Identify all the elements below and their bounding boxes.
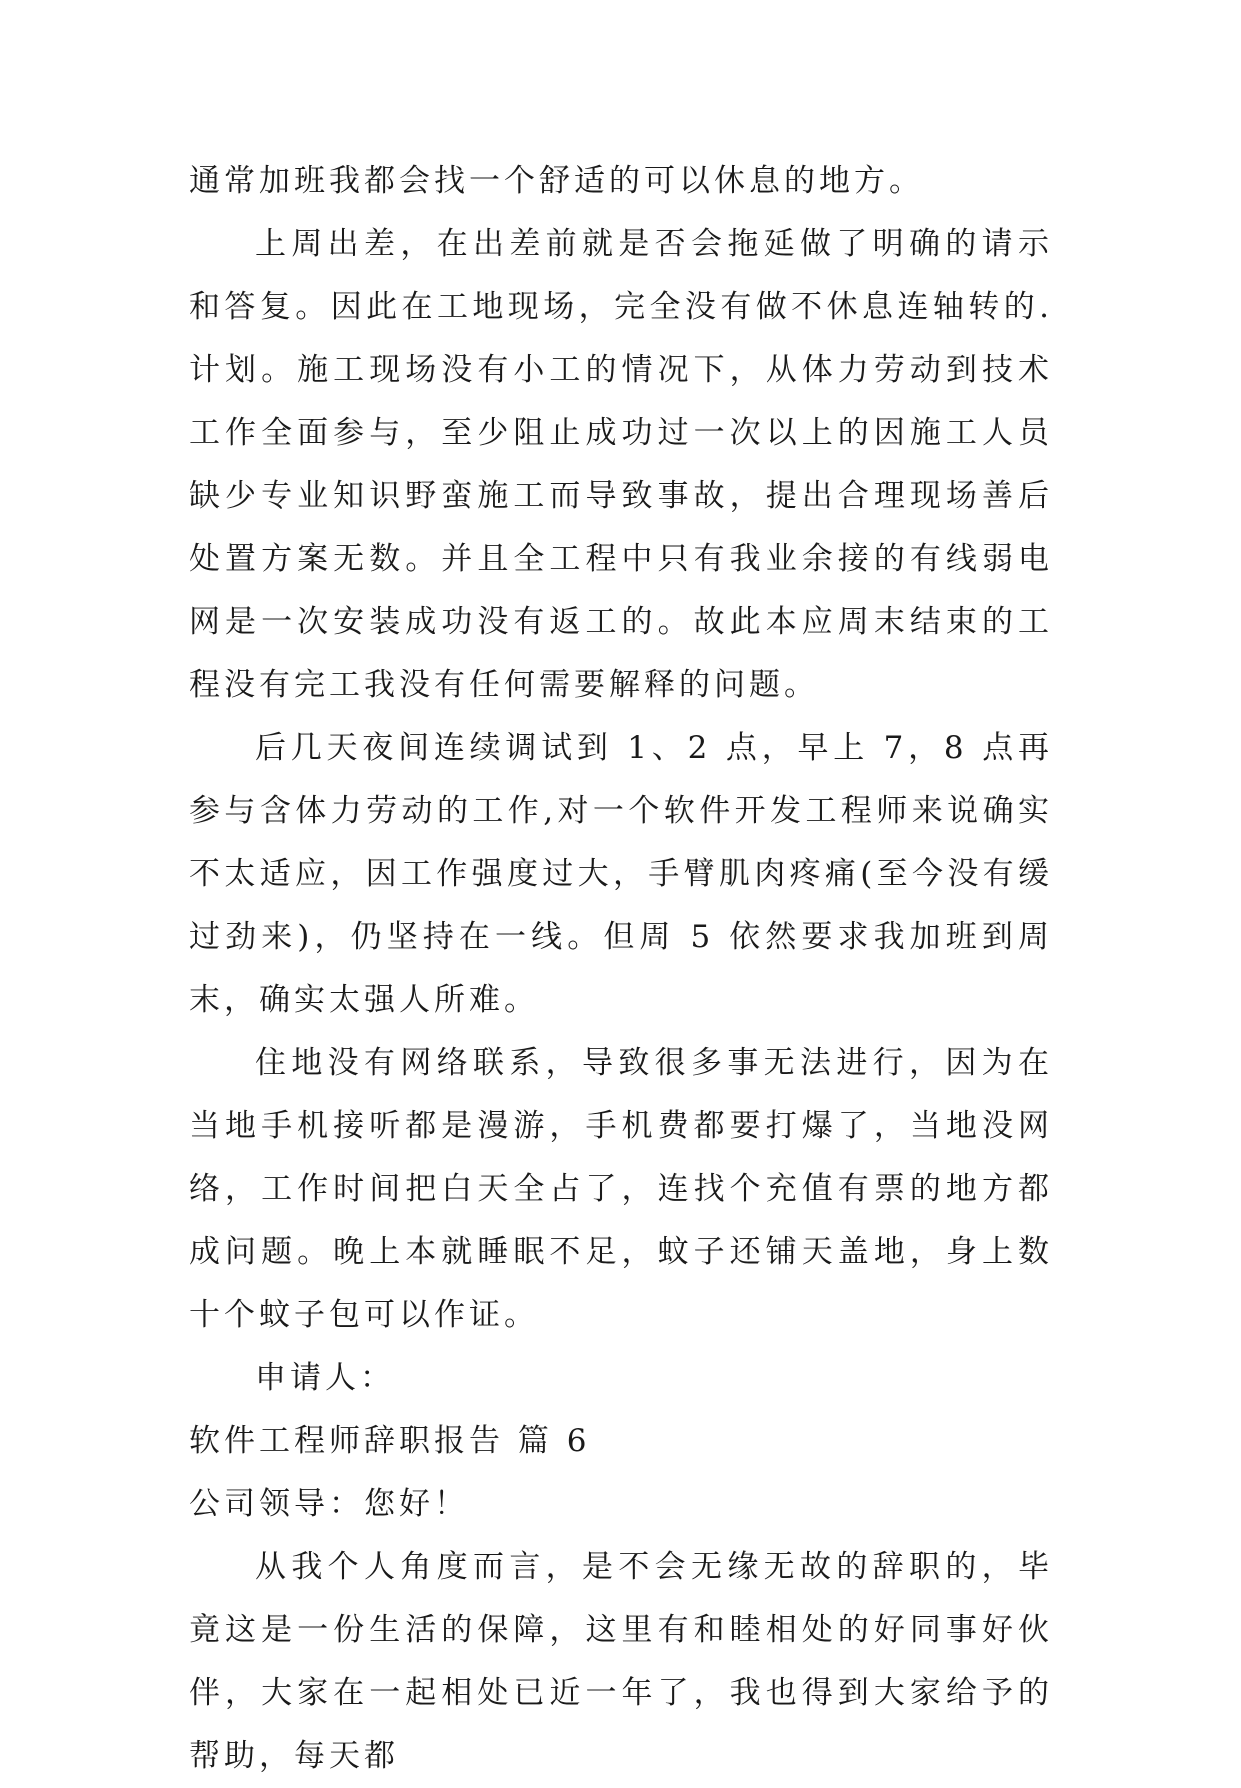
applicant-signature-label: 申请人： [255, 1360, 395, 1396]
paragraph-personal-perspective: 从我个人角度而言，是不会无缘无故的辞职的，毕竟这是一份生活的保障，这里有和睦相处的好同事好伙伴，大家在一起相处已近一年了，我也得到大家给予的帮助，每天都 [189, 1549, 1053, 1774]
paragraph-living-conditions: 住地没有网络联系，导致很多事无法进行，因为在当地手机接听都是漫游，手机费都要打爆了，当地没网络，工作时间把白天全占了，连找个充值有票的地方都成问题。晚上本就睡眠不足，蚊子还铺天盖地，身上数十个蚊子包可以作证。 [189, 1045, 1053, 1333]
salutation: 公司领导：您好！ [189, 1486, 469, 1522]
section-heading: 软件工程师辞职报告 篇 6 [189, 1423, 591, 1459]
document-body [189, 150, 1053, 1788]
paragraph-business-trip: 上周出差，在出差前就是否会拖延做了明确的请示和答复。因此在工地现场，完全没有做不休息连轴转的.计划。施工现场没有小工的情况下，从体力劳动到技术工作全面参与，至少阻止成功过一次以上的因施工人员缺少专业知识野蛮施工而导致事故，提出合理现场善后处置方案无数。并且全工程中只有我业余接的有线弱电网是一次安装成功没有返工的。故此本应周末结束的工程没有完工我没有任何需要解释的问题。 [189, 226, 1053, 703]
paragraph-night-work: 后几天夜间连续调试到 1、2 点，早上 7，8 点再参与含体力劳动的工作,对一个软件开发工程师来说确实不太适应，因工作强度过大，手臂肌肉疼痛(至今没有缓过劲来)，仍坚持在一线。但周 5 依然要求我加班到周末，确实太强人所难。 [189, 730, 1053, 1018]
paragraph-intro-line: 通常加班我都会找一个舒适的可以休息的地方。 [189, 163, 924, 199]
